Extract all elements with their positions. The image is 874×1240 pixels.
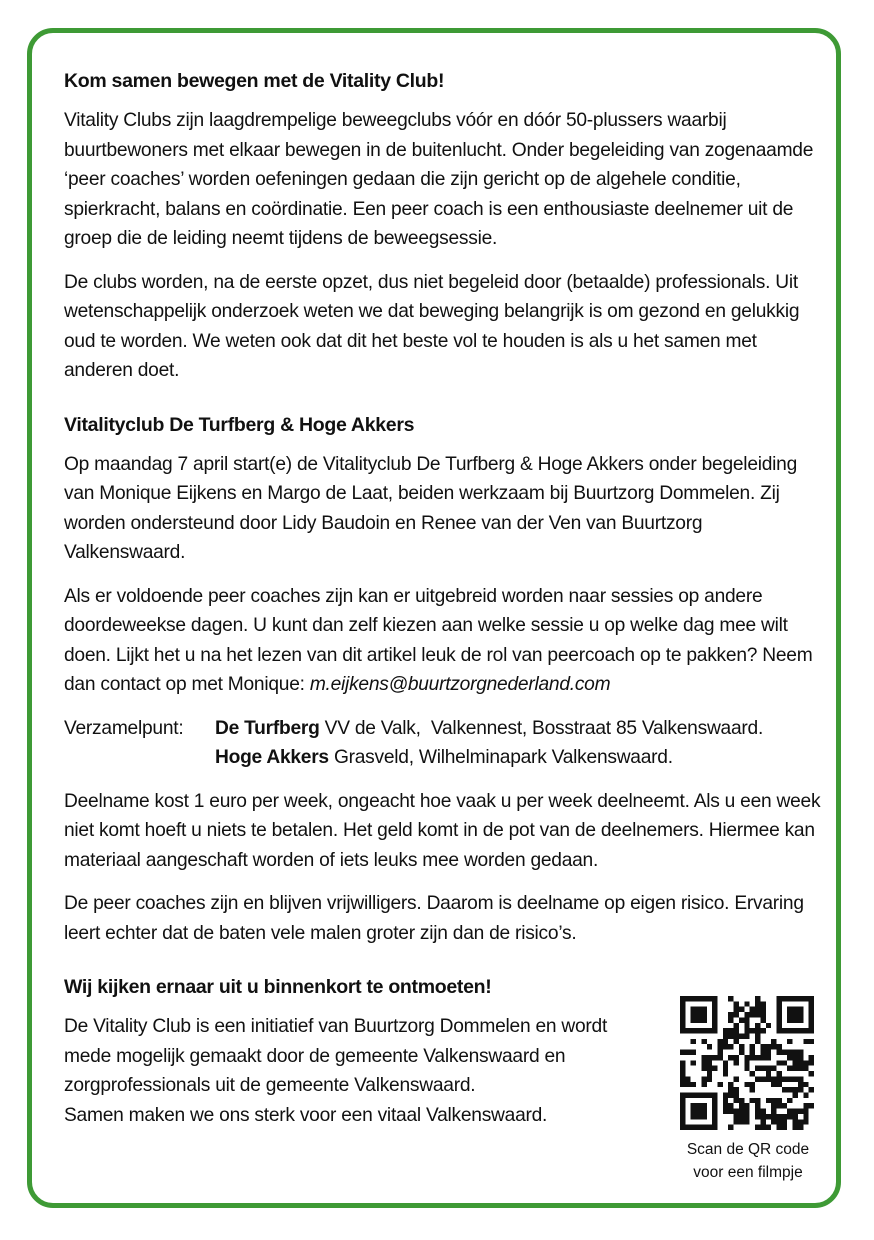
location-2-address: Grasveld, Wilhelminapark Valkenswaard. [328,747,673,768]
meeting-point-label: Verzamelpunt: [64,717,184,739]
meeting-point [64,714,824,773]
closing-heading: Wij kijken ernaar uit u binnenkort te ontmoeten! [64,976,492,998]
location-2-name: Hoge Akkers [215,747,329,768]
qr-caption-line-1: Scan de QR code [686,1141,810,1158]
location-1-name: De Turfberg [215,717,320,739]
club-paragraph-2 [64,582,824,700]
qr-block [678,996,828,1184]
location-1-address: VV de Valk, Valkennest, Bosstraat 85 Valkenswaard. [319,717,764,739]
contact-email[interactable]: m.eijkens@buurtzorgnederland.com [309,674,611,695]
cost-paragraph: Deelname kost 1 euro per week, ongeacht hoe vaak u per week deelneemt. Als u een week niet komt hoeft u niets te betalen. Het geld komt in de pot van de deelnemers. Hiermee kan materiaal aangeschaft worden of iets leuks mee worden gedaan. [64,790,821,871]
qr-caption-line-2: voor een filmpje [693,1164,803,1181]
club-paragraph-1: Op maandag 7 april start(e) de Vitalityclub De Turfberg & Hoge Akkers onder begeleiding van Monique Eijkens en Margo de Laat, beiden werkzaam bij Buurtzorg Dommelen. Zij worden ondersteund door Lidy Baudoin en Renee van der Ven van Buurtzorg Valkenswaard. [64,453,798,563]
intro-paragraph-2: De clubs worden, na de eerste opzet, dus niet begeleid door (betaalde) professionals. Uit wetenschappelijk onderzoek weten we dat beweging belangrijk is om gezond en gelukkig oud te worden. We weten ook dat dit het beste vol te houden is als u het samen met anderen doet. [64,271,800,381]
qr-code[interactable] [680,996,814,1130]
intro-paragraph-1: Vitality Clubs zijn laagdrempelige beweegclubs vóór en dóór 50-plussers waarbij buurtbewoners met elkaar bewegen in de buitenlucht. Onder begeleiding van zogenaamde ‘peer coaches’ worden oefeningen gedaan die zijn gericht op de algehele conditie, spierkracht, balans en coördinatie. Een peer coach is een enthousiaste deelnemer uit de groep die de leiding neemt tijdens de beweegsessie. [64,110,814,249]
club-paragraph-2-text: Als er voldoende peer coaches zijn kan er uitgebreid worden naar sessies op andere doordeweekse dagen. U kunt dan zelf kiezen aan welke sessie u op welke dag mee wilt doen. Lijkt het u na het lezen van dit artikel leuk de rol van peercoach op te pakken? Neem dan contact op met Monique: [64,585,813,695]
main-heading: Kom samen bewegen met de Vitality Club! [64,70,445,92]
closing-slogan: Samen maken we ons sterk voor een vitaal Valkenswaard. [64,1104,548,1126]
article [64,66,824,1130]
meeting-point-location-1 [215,714,763,744]
club-heading: Vitalityclub De Turfberg & Hoge Akkers [64,413,415,436]
meeting-point-location-2 [215,743,763,773]
qr-caption [678,1138,818,1184]
risk-paragraph: De peer coaches zijn en blijven vrijwilligers. Daarom is deelname op eigen risico. Ervaring leert echter dat de baten vele malen groter zijn dan de risico’s. [64,893,804,944]
closing-paragraph: De Vitality Club is een initiatief van Buurtzorg Dommelen en wordt mede mogelijk gemaakt door de gemeente Valkenswaard en zorgprofessionals uit de gemeente Valkenswaard. [64,1016,608,1096]
